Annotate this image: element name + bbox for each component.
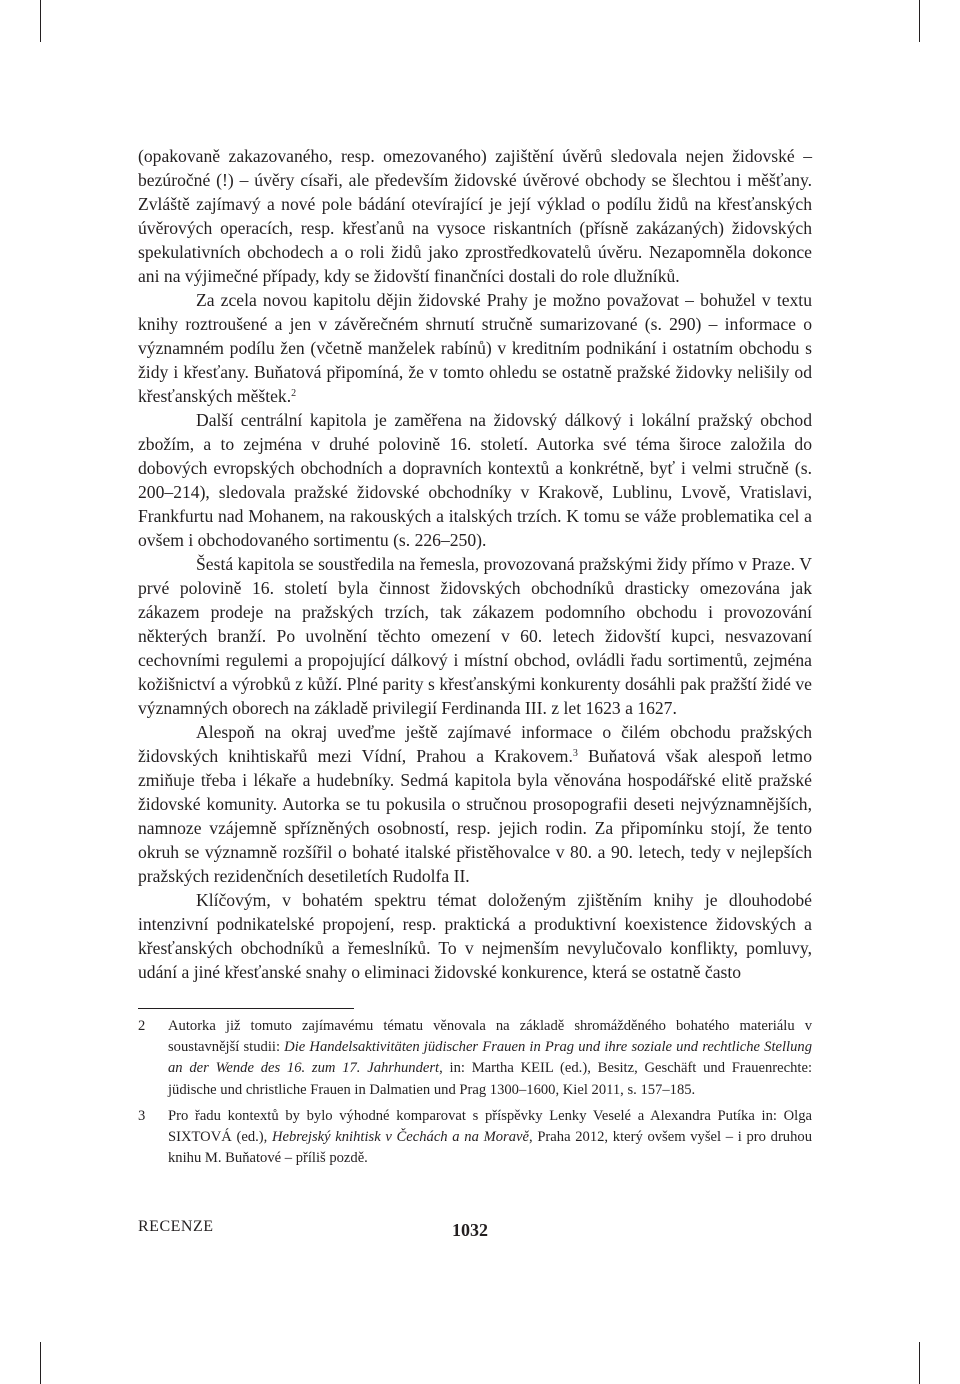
page-number: 1032 (452, 1220, 488, 1240)
footnote-title: Die Handelsaktivitäten jüdischer Frauen in Prag und ihre soziale und rechtliche Stellung an der Wende des 16. zum 17. Jahrhundert (168, 1039, 812, 1077)
paragraph: Za zcela novou kapitolu dějin židovské Prahy je možno považovat – bohužel v textu knihy roztroušené a jen v závěrečném shrnutí stručně sumarizované (s. 290) – informace o významném podílu žen (včetně manželek rabínů) v kreditním podnikání i ostatním obchodu s židy i křesťany. Buňatová připomíná, že v tomto ohledu se ostatně pražské židovky nelišily od křesťanských měštek.$^2$ (138, 290, 812, 406)
footnote (138, 1106, 812, 1170)
crop-mark-bottom-right (919, 1342, 920, 1384)
footnote-divider (138, 1008, 354, 1009)
footnote-number: 2 (138, 1018, 146, 1034)
footnote-title: Hebrejský knihtisk v Čechách a na Moravě (271, 1129, 529, 1146)
section-label: RECENZE (138, 1218, 214, 1235)
footnote-ref[interactable]: 3 (572, 748, 578, 759)
footnotes (138, 1016, 812, 1174)
crop-mark-bottom-left (40, 1342, 41, 1384)
footnote-ref[interactable]: 2 (291, 388, 297, 399)
footnote-text: Autorka již tomuto zajímavému tématu věnovala na základě shromážděného bohatého materiálu v soustavnější studii: Die Handelsaktivitäten jüdischer Frauen in Prag und ihre soziale und rechtliche Stellung an der Wende des 16. zum 17. Jahrhundert, in: Martha KEIL (ed.), Besitz, Geschäft und Frauenrechte: jüdische und christliche Frauen in Dalmatien und Prag 1300–1600, Kiel 2011, s. 157–185. (168, 1018, 812, 1098)
paragraph: (opakovaně zakazovaného, resp. omezovaného) zajištění úvěrů sledovala nejen židovské – bezúročné (!) – úvěry císaři, ale především židovské úvěrové obchody se šlechtou i měšťany. Zvláště zajímavý a nové pole bádání otevírající je její výklad o podílu židů na křesťanských úvěrových operacích, resp. křesťanů na vysoce riskantních (přísně zakázaných) židovských spekulativních obchodech a o roli židů jako zprostředkovatelů úvěru. Nezapomněla dokonce ani na výjimečné případy, kdy se židovští finančníci dostali do role dlužníků. (138, 146, 812, 286)
body-text (138, 144, 812, 984)
footnote-number: 3 (138, 1107, 146, 1124)
paragraph: Klíčovým, v bohatém spektru témat doloženým zjištěním knihy je dlouhodobé intenzivní podnikatelské propojení, resp. praktická a produktivní koexistence židovských a křesťanských obchodníků a řemeslníků. To v nejmenším nevylučovalo konflikty, pomluvy, udání a jiné křesťanské snahy o eliminaci židovské konkurence, která se ostatně často (138, 890, 812, 982)
footnote (138, 1016, 812, 1101)
paragraph: Další centrální kapitola je zaměřena na židovský dálkový i lokální pražský obchod zbožím, a to zejména v druhé polovině 16. století. Autorka své téma široce založila do dobových evropských obchodních a dopravních kontextů a konkrétně, byť i velmi stručně (s. 200–214), sledovala pražské židovské obchodníky v Krakově, Lublinu, Lvově, Vratislavi, Frankfurtu nad Mohanem, na rakouských a italských trzích. K tomu se váže problematika cel a ovšem i obchodovaného sortimentu (s. 226–250). (138, 410, 812, 550)
paragraph: Šestá kapitola se soustředila na řemesla, provozovaná pražskými židy přímo v Praze. V prvé polovině 16. století byla činnost židovských obchodníků drasticky omezována jak zákazem prodeje na pražských trzích, tak zákazem podomního obchodu i provozování některých branží. Po uvolnění těchto omezení v 60. letech židovští kupci, nesvazovaní cechovními regulemi a propojující dálkový i místní obchod, ovládli řadu sortimentů, zejména kožišnictví a výrobků z kůží. Plné parity s křesťanskými konkurenty dosáhli pak pražští židé ve významných oborech na základě privilegií Ferdinanda III. z let 1623 a 1627. (138, 554, 812, 718)
footnote-text: Pro řadu kontextů by bylo výhodné komparovat s příspěvky Lenky Veselé a Alexandra Putíka in: Olga SIXTOVÁ (ed.), Hebrejský knihtisk v Čechách a na Moravě, Praha 2012, který ovšem vyšel – i pro druhou knihu M. Buňatové – příliš pozdě. (168, 1107, 812, 1167)
paragraph: Alespoň na okraj uveďme ještě zajímavé informace o čilém obchodu pražských židovských knihtiskařů mezi Vídní, Prahou a Krakovem.$^3$ Buňatová však alespoň letmo zmiňuje třeba i lékaře a hudebníky. Sedmá kapitola byla věnována hospodářské elitě pražské židovské komunity. Autorka se tu pokusila o stručnou prosopografii deseti nejvýznamnějších, namnoze vzájemně spřízněných osobností, resp. jejich rodin. Za připomínku stojí, že tento okruh se významně rozšířil o bohaté italské přistěhovalce v 80. a 90. letech, tedy v nejlepších pražských rezidenčních desetiletích Rudolfa II. (138, 722, 812, 886)
crop-mark-top-right (919, 0, 920, 42)
crop-mark-top-left (40, 0, 41, 42)
